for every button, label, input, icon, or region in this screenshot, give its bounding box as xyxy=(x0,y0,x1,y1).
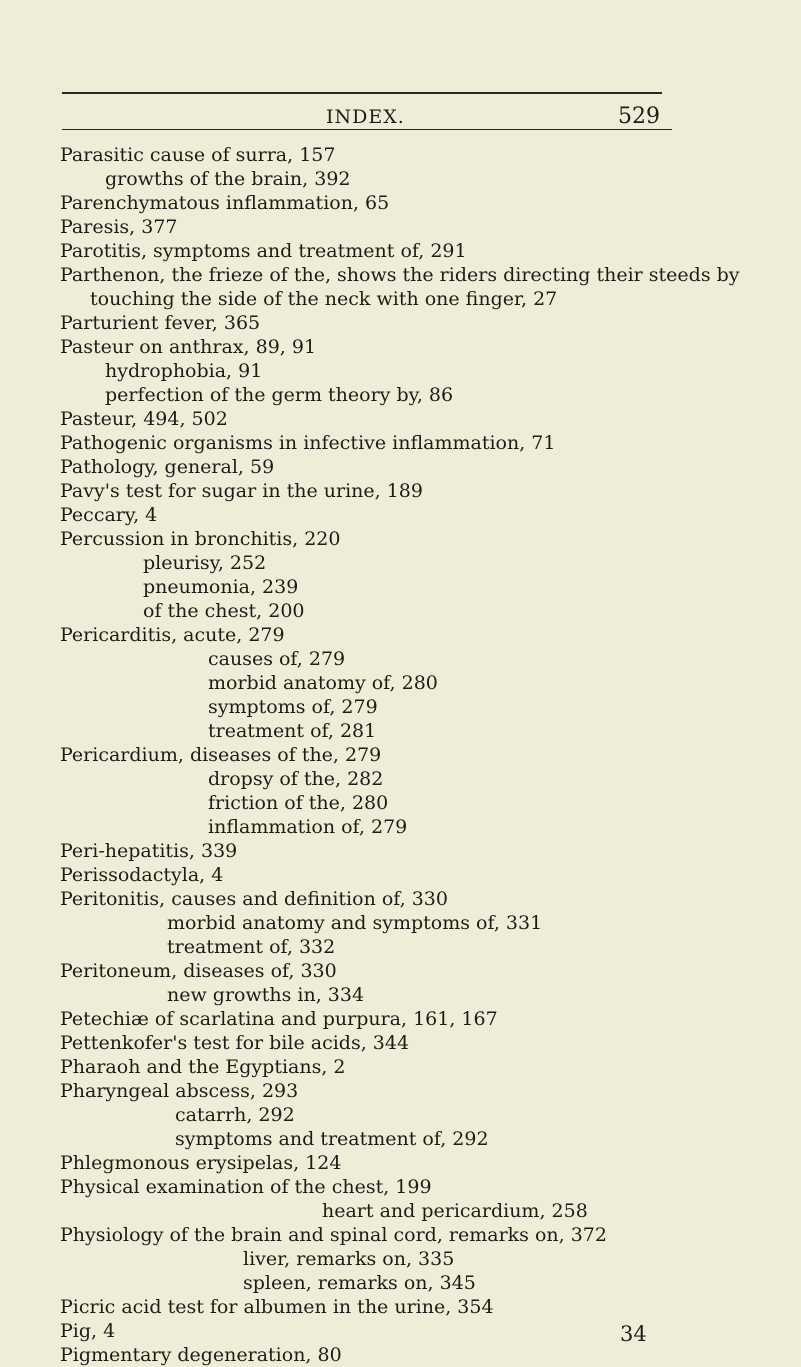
index-subentry: perfection of the germ theory by, 86 xyxy=(105,384,454,406)
index-entry: Pigmentary degeneration, 80 xyxy=(60,1344,342,1366)
index-subentry: touching the side of the neck with one finger, 27 xyxy=(90,288,558,310)
running-title: INDEX. xyxy=(326,106,405,128)
index-subentry: pneumonia, 239 xyxy=(143,576,299,598)
index-subentry: treatment of, 281 xyxy=(208,720,377,742)
index-entry: Pericardium, diseases of the, 279 xyxy=(60,744,382,766)
index-entry: Pericarditis, acute, 279 xyxy=(60,624,285,646)
index-subentry: symptoms of, 279 xyxy=(208,696,378,718)
index-entry: Phlegmonous erysipelas, 124 xyxy=(60,1152,342,1174)
index-entry: Pathogenic organisms in infective inflammation, 71 xyxy=(60,432,556,454)
index-subentry: new growths in, 334 xyxy=(167,984,365,1006)
index-entry: Perissodactyla, 4 xyxy=(60,864,224,886)
index-entry: Peritonitis, causes and definition of, 330 xyxy=(60,888,448,910)
top-rule xyxy=(62,92,662,94)
index-entry: Petechiæ of scarlatina and purpura, 161, 167 xyxy=(60,1008,498,1030)
index-entry: Parasitic cause of surra, 157 xyxy=(60,144,336,166)
index-subentry: causes of, 279 xyxy=(208,648,346,670)
index-subentry: heart and pericardium, 258 xyxy=(322,1200,588,1222)
index-entry: Pharyngeal abscess, 293 xyxy=(60,1080,299,1102)
index-entry: Pasteur, 494, 502 xyxy=(60,408,228,430)
index-entry: Percussion in bronchitis, 220 xyxy=(60,528,341,550)
index-entry: Parthenon, the frieze of the, shows the riders directing their steeds by xyxy=(60,264,740,286)
index-subentry: spleen, remarks on, 345 xyxy=(243,1272,476,1294)
index-entry: Parenchymatous inflammation, 65 xyxy=(60,192,390,214)
index-entry: Physiology of the brain and spinal cord, remarks on, 372 xyxy=(60,1224,607,1246)
index-entry: Peri-hepatitis, 339 xyxy=(60,840,238,862)
index-entry: Pig, 4 xyxy=(60,1320,116,1342)
index-entry: Physical examination of the chest, 199 xyxy=(60,1176,432,1198)
index-entry: Pettenkofer's test for bile acids, 344 xyxy=(60,1032,410,1054)
index-entry: Peccary, 4 xyxy=(60,504,158,526)
index-subentry: of the chest, 200 xyxy=(143,600,305,622)
index-subentry: pleurisy, 252 xyxy=(143,552,267,574)
index-entries xyxy=(60,143,800,1367)
index-entry: Parotitis, symptoms and treatment of, 291 xyxy=(60,240,467,262)
index-entry: Pharaoh and the Egyptians, 2 xyxy=(60,1056,346,1078)
index-entry: Pathology, general, 59 xyxy=(60,456,275,478)
signature-mark: 34 xyxy=(620,1322,647,1346)
index-entry: Pavy's test for sugar in the urine, 189 xyxy=(60,480,423,502)
index-subentry: friction of the, 280 xyxy=(208,792,389,814)
index-subentry: catarrh, 292 xyxy=(175,1104,295,1126)
index-subentry: symptoms and treatment of, 292 xyxy=(175,1128,489,1150)
index-subentry: treatment of, 332 xyxy=(167,936,336,958)
index-subentry: dropsy of the, 282 xyxy=(208,768,384,790)
index-subentry: liver, remarks on, 335 xyxy=(243,1248,455,1270)
page-number: 529 xyxy=(618,104,660,129)
index-subentry: hydrophobia, 91 xyxy=(105,360,263,382)
index-subentry: morbid anatomy of, 280 xyxy=(208,672,438,694)
index-entry: Parturient fever, 365 xyxy=(60,312,261,334)
index-subentry: morbid anatomy and symptoms of, 331 xyxy=(167,912,543,934)
index-subentry: inflammation of, 279 xyxy=(208,816,408,838)
index-entry: Peritoneum, diseases of, 330 xyxy=(60,960,337,982)
header-rule xyxy=(62,129,672,130)
index-subentry: growths of the brain, 392 xyxy=(105,168,351,190)
index-entry: Picric acid test for albumen in the urine, 354 xyxy=(60,1296,494,1318)
index-entry: Pasteur on anthrax, 89, 91 xyxy=(60,336,317,358)
index-entry: Paresis, 377 xyxy=(60,216,178,238)
